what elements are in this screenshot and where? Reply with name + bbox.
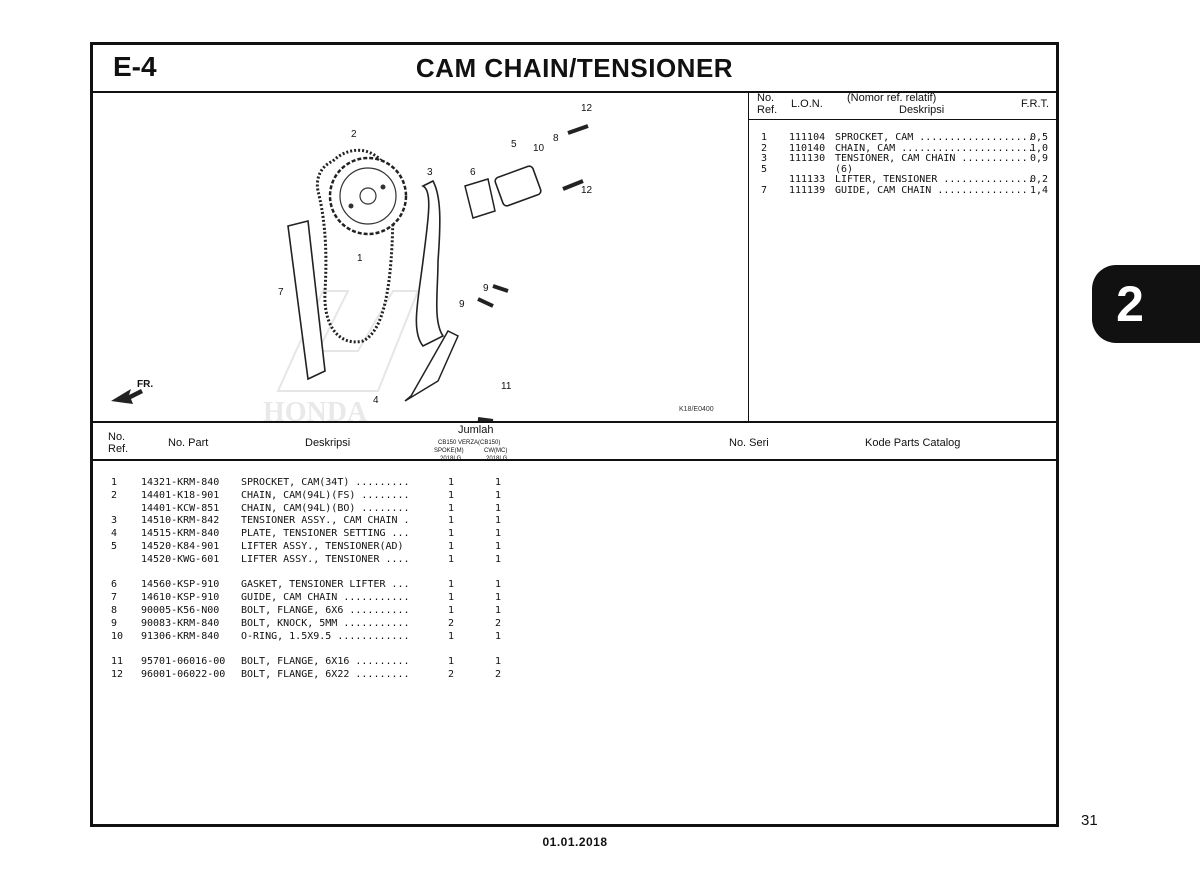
callout-10: 10 xyxy=(533,143,545,154)
parts-cell-part: 96001-06022-00 xyxy=(141,668,226,680)
ref-cell-lon: 111139 xyxy=(789,184,826,196)
callout-12-top: 12 xyxy=(581,103,593,114)
ref-table-body xyxy=(749,133,1056,197)
ref-cell-desc: TENSIONER, CAM CHAIN ........... xyxy=(835,153,1028,165)
gasket-shape xyxy=(465,179,495,218)
parts-cell-q2: 1 xyxy=(495,502,502,514)
parts-cell-ref: 8 xyxy=(111,604,118,616)
front-arrow-icon xyxy=(111,389,143,404)
parts-table-row xyxy=(93,618,693,631)
bolt-9-left-shape xyxy=(478,299,493,306)
parts-cell-ref: 3 xyxy=(111,515,118,527)
ref-no-header: No. xyxy=(757,92,775,104)
ref-frt-header: F.R.T. xyxy=(1021,98,1050,110)
parts-ref-header: Ref. xyxy=(108,443,129,455)
ref-table-row xyxy=(749,154,1056,165)
ref-cell-desc: CHAIN, CAM ...................... xyxy=(835,142,1034,154)
parts-table-row xyxy=(93,503,693,516)
front-mark-label: FR. xyxy=(137,379,154,390)
parts-cell-ref: 6 xyxy=(111,579,118,591)
parts-cell-ref: 11 xyxy=(111,656,124,668)
parts-cell-part: 14515-KRM-840 xyxy=(141,528,220,540)
parts-cell-desc: TENSIONER ASSY., CAM CHAIN . xyxy=(241,515,410,527)
parts-cell-desc: CHAIN, CAM(94L)(FS) ........ xyxy=(241,489,410,501)
parts-cell-desc: LIFTER ASSY., TENSIONER(AD) xyxy=(241,540,404,552)
callout-12-bottom: 12 xyxy=(581,185,593,196)
parts-cell-q2: 1 xyxy=(495,515,502,527)
figure-code: K18/E0400 xyxy=(679,406,714,413)
parts-cell-q2: 1 xyxy=(495,477,502,488)
parts-variant-2-header: CW(MC) xyxy=(484,448,508,454)
parts-table-row xyxy=(93,669,693,682)
ref-cell-frt: 0,5 xyxy=(1030,132,1049,143)
parts-table-header xyxy=(93,421,1056,461)
parts-cell-desc: BOLT, FLANGE, 6X6 .......... xyxy=(241,604,410,616)
parts-no-part-header: No. Part xyxy=(168,437,209,449)
callout-7: 7 xyxy=(278,287,284,298)
parts-cell-desc: LIFTER ASSY., TENSIONER .... xyxy=(241,553,410,565)
parts-cell-q2: 1 xyxy=(495,592,502,604)
section-tab[interactable] xyxy=(1092,265,1200,343)
ref-table-header xyxy=(749,91,1056,120)
ref-cell-ref: 3 xyxy=(761,153,768,165)
ref-cell-ref: 5 xyxy=(761,163,768,175)
parts-table-row xyxy=(93,579,693,592)
parts-cell-ref: 10 xyxy=(111,630,124,642)
parts-cell-desc: GASKET, TENSIONER LIFTER ... xyxy=(241,579,410,591)
parts-table-row xyxy=(93,490,693,503)
parts-cell-q1: 2 xyxy=(448,617,455,629)
group-spacer xyxy=(93,643,693,656)
parts-cell-q2: 2 xyxy=(495,668,502,680)
parts-cell-q1: 1 xyxy=(448,592,455,604)
tensioner-arm-shape xyxy=(416,181,443,346)
parts-cell-desc: BOLT, FLANGE, 6X22 ......... xyxy=(241,668,410,680)
parts-cell-q1: 1 xyxy=(448,528,455,540)
ref-ref-header: Ref. xyxy=(757,104,778,116)
section-title: CAM CHAIN/TENSIONER xyxy=(415,53,734,83)
page-number: 31 xyxy=(1081,812,1098,829)
callout-6: 6 xyxy=(470,167,476,178)
ref-cell-desc: SPROCKET, CAM ................... xyxy=(835,132,1034,143)
parts-cell-q2: 1 xyxy=(495,630,502,642)
parts-cell-part: 95701-06016-00 xyxy=(141,656,226,668)
honda-wing-watermark xyxy=(263,291,418,421)
ref-deskripsi-header: Deskripsi xyxy=(899,104,945,116)
ref-cell-desc: LIFTER, TENSIONER ............... xyxy=(835,174,1034,186)
exploded-diagram xyxy=(93,91,749,421)
parts-cell-q2: 1 xyxy=(495,528,502,540)
callout-9-right: 9 xyxy=(483,283,489,294)
parts-cell-desc: BOLT, FLANGE, 6X16 ......... xyxy=(241,656,410,668)
ref-cell-frt: 1,4 xyxy=(1030,184,1049,196)
ref-cell-lon: 111133 xyxy=(789,174,826,186)
parts-cell-ref: 1 xyxy=(111,477,118,488)
parts-year-2-header: 2018LG xyxy=(486,456,508,462)
ref-table-row xyxy=(749,186,1056,197)
callout-8: 8 xyxy=(553,133,559,144)
catalog-page-frame xyxy=(90,42,1059,827)
parts-cell-q2: 1 xyxy=(495,489,502,501)
parts-cell-ref: 12 xyxy=(111,668,124,680)
parts-model-header: CB150 VERZA(CB150) xyxy=(438,440,501,446)
parts-cell-part: 14321-KRM-840 xyxy=(141,477,220,488)
parts-cell-part: 14401-KCW-851 xyxy=(141,502,220,514)
parts-cell-ref: 2 xyxy=(111,489,118,501)
ref-cell-frt: 0,2 xyxy=(1030,174,1049,186)
parts-table-row xyxy=(93,477,693,490)
watermark-text: HONDA xyxy=(263,397,368,421)
parts-table-row xyxy=(93,656,693,669)
parts-table-row xyxy=(93,605,693,618)
parts-cell-q1: 1 xyxy=(448,579,455,591)
parts-cell-q2: 1 xyxy=(495,553,502,565)
ref-cell-ref: 1 xyxy=(761,132,768,143)
parts-cell-desc: O-RING, 1.5X9.5 ............ xyxy=(241,630,410,642)
group-spacer xyxy=(93,567,693,580)
parts-table-row xyxy=(93,528,693,541)
callout-1: 1 xyxy=(357,253,363,264)
parts-cell-q1: 1 xyxy=(448,477,455,488)
parts-cell-desc: SPROCKET, CAM(34T) ......... xyxy=(241,477,410,488)
parts-table-row xyxy=(93,515,693,528)
parts-cell-ref: 9 xyxy=(111,617,118,629)
ref-cell-frt: 1,0 xyxy=(1030,142,1049,154)
parts-cell-q1: 1 xyxy=(448,515,455,527)
parts-cell-desc: PLATE, TENSIONER SETTING ... xyxy=(241,528,410,540)
parts-table-row xyxy=(93,631,693,644)
title-row xyxy=(93,45,1056,93)
parts-cell-ref: 4 xyxy=(111,528,118,540)
parts-cell-part: 14401-K18-901 xyxy=(141,489,220,501)
cam-sprocket-shape xyxy=(330,158,406,234)
parts-cell-part: 14560-KSP-910 xyxy=(141,579,220,591)
parts-cell-part: 14610-KSP-910 xyxy=(141,592,220,604)
parts-cell-part: 14520-KWG-601 xyxy=(141,553,220,565)
parts-kode-header: Kode Parts Catalog xyxy=(865,437,961,449)
parts-cell-q1: 2 xyxy=(448,668,455,680)
diagram-drawing xyxy=(93,91,748,421)
ref-cell-lon: 111104 xyxy=(789,132,826,143)
callout-4: 4 xyxy=(373,395,379,406)
parts-table-row xyxy=(93,554,693,567)
parts-cell-ref: 5 xyxy=(111,540,118,552)
parts-year-1-header: 2018LG xyxy=(440,456,462,462)
bolt-9-right-shape xyxy=(493,286,508,291)
parts-cell-q2: 1 xyxy=(495,656,502,668)
parts-cell-q1: 1 xyxy=(448,502,455,514)
parts-cell-desc: BOLT, KNOCK, 5MM ........... xyxy=(241,617,410,629)
ref-table-row xyxy=(749,133,1056,144)
parts-cell-q1: 1 xyxy=(448,540,455,552)
parts-cell-ref: 7 xyxy=(111,592,118,604)
ref-nomor-header: (Nomor ref. relatif) xyxy=(847,92,937,104)
parts-cell-desc: CHAIN, CAM(94L)(BO) ........ xyxy=(241,502,410,514)
parts-cell-part: 90083-KRM-840 xyxy=(141,617,220,629)
ref-cell-desc: (6) xyxy=(835,163,854,175)
ref-cell-lon: 110140 xyxy=(789,142,826,154)
parts-cell-q1: 1 xyxy=(448,630,455,642)
parts-table-body xyxy=(93,477,693,682)
ref-cell-lon: 111130 xyxy=(789,153,826,165)
parts-no-header: No. xyxy=(108,431,126,443)
parts-variant-1-header: SPOKE(M) xyxy=(434,448,464,454)
bolt-12-lower-shape xyxy=(563,181,583,189)
parts-cell-q2: 2 xyxy=(495,617,502,629)
parts-cell-desc: GUIDE, CAM CHAIN ........... xyxy=(241,592,410,604)
parts-no-seri-header: No. Seri xyxy=(729,437,769,449)
section-code: E-4 xyxy=(113,51,157,82)
ref-cell-ref: 2 xyxy=(761,142,768,154)
parts-cell-q1: 1 xyxy=(448,604,455,616)
tensioner-lifter-shape xyxy=(494,165,542,207)
parts-cell-part: 91306-KRM-840 xyxy=(141,630,220,642)
parts-cell-q1: 1 xyxy=(448,489,455,501)
callout-3: 3 xyxy=(427,167,433,178)
parts-cell-q1: 1 xyxy=(448,656,455,668)
callout-11: 11 xyxy=(501,381,512,392)
ref-cell-frt: 0,9 xyxy=(1030,153,1049,165)
parts-jumlah-header: Jumlah xyxy=(458,424,494,436)
callout-5: 5 xyxy=(511,139,517,150)
parts-table-row xyxy=(93,541,693,554)
parts-table-row xyxy=(93,592,693,605)
ref-cell-ref: 7 xyxy=(761,184,768,196)
parts-cell-part: 14520-K84-901 xyxy=(141,540,220,552)
bolt-12-upper-shape xyxy=(568,126,588,133)
parts-cell-part: 90005-K56-N00 xyxy=(141,604,220,616)
parts-cell-q2: 1 xyxy=(495,540,502,552)
footer-date: 01.01.2018 xyxy=(542,835,608,849)
parts-cell-q2: 1 xyxy=(495,604,502,616)
callout-2: 2 xyxy=(351,129,357,140)
parts-cell-q1: 1 xyxy=(448,553,455,565)
callout-9-left: 9 xyxy=(459,299,465,310)
ref-lon-header: L.O.N. xyxy=(791,98,823,110)
parts-cell-part: 14510-KRM-842 xyxy=(141,515,220,527)
relative-ref-panel xyxy=(749,91,1056,421)
ref-cell-desc: GUIDE, CAM CHAIN ............... xyxy=(835,184,1028,196)
parts-cell-q2: 1 xyxy=(495,579,502,591)
parts-deskripsi-header: Deskripsi xyxy=(305,437,351,449)
section-tab-label: 2 xyxy=(1116,276,1144,332)
